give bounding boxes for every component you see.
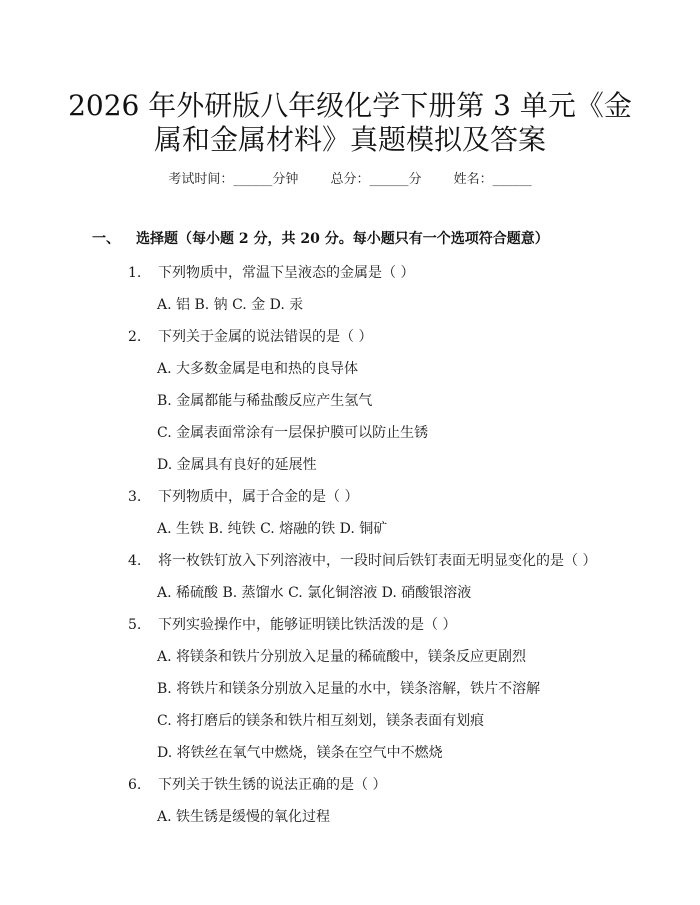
exam-title-line-2: 属和金属材料》真题模拟及答案 — [153, 123, 546, 156]
question-stem: 下列关于铁生锈的说法正确的是（ ） — [158, 777, 387, 793]
question-2-option-b: B. 金属都能与稀盐酸反应产生氢气 — [157, 393, 373, 409]
question-5-option-b: B. 将铁片和镁条分别放入足量的水中，镁条溶解，铁片不溶解 — [157, 681, 541, 697]
section-number: 一、 — [92, 231, 120, 247]
question-stem: 下列物质中，属于合金的是（ ） — [158, 489, 359, 505]
question-4-options: A. 稀硫酸 B. 蒸馏水 C. 氯化铜溶液 D. 硝酸银溶液 — [157, 585, 472, 601]
question-4 — [128, 550, 596, 570]
question-2-option-d: D. 金属具有良好的延展性 — [157, 457, 317, 473]
question-6-option-a: A. 铁生锈是缓慢的氧化过程 — [157, 809, 331, 825]
question-1 — [128, 262, 414, 282]
question-5 — [128, 614, 456, 634]
question-5-option-c: C. 将打磨后的镁条和铁片相互刻划，镁条表面有划痕 — [157, 713, 485, 729]
question-5-option-a: A. 将镁条和铁片分别放入足量的稀硫酸中，镁条反应更剧烈 — [157, 649, 527, 665]
question-stem: 将一枚铁钉放入下列溶液中，一段时间后铁钉表面无明显变化的是（ ） — [158, 553, 597, 569]
exam-meta — [0, 168, 700, 187]
question-3-options: A. 生铁 B. 纯铁 C. 熔融的铁 D. 铜矿 — [157, 521, 388, 537]
question-2-option-a: A. 大多数金属是电和热的良导体 — [157, 361, 359, 377]
question-3 — [128, 486, 358, 506]
question-2-option-c: C. 金属表面常涂有一层保护膜可以防止生锈 — [157, 425, 429, 441]
question-2 — [128, 326, 372, 346]
exam-title-line-1: 2026 年外研版八年级化学下册第 3 单元《金 — [68, 89, 632, 122]
exam-time-field: 考试时间：______分钟 — [168, 172, 299, 187]
student-name-field: 姓名：______ — [453, 172, 532, 187]
section-label: 选择题（每小题 2 分，共 20 分。每小题只有一个选项符合题意） — [136, 231, 549, 247]
question-stem: 下列物质中，常温下呈液态的金属是（ ） — [158, 265, 415, 281]
question-number: 6. — [128, 777, 142, 793]
question-number: 4. — [128, 553, 142, 569]
question-1-options: A. 铝 B. 钠 C. 金 D. 汞 — [157, 297, 304, 313]
question-number: 1. — [128, 265, 142, 281]
question-5-option-d: D. 将铁丝在氧气中燃烧，镁条在空气中不燃烧 — [157, 745, 443, 761]
total-score-field: 总分：______分 — [330, 172, 422, 187]
question-stem: 下列关于金属的说法错误的是（ ） — [158, 329, 373, 345]
question-6 — [128, 774, 386, 794]
question-number: 3. — [128, 489, 142, 505]
section-heading — [92, 228, 549, 248]
question-number: 2. — [128, 329, 142, 345]
question-number: 5. — [128, 617, 142, 633]
question-stem: 下列实验操作中，能够证明镁比铁活泼的是（ ） — [158, 617, 457, 633]
